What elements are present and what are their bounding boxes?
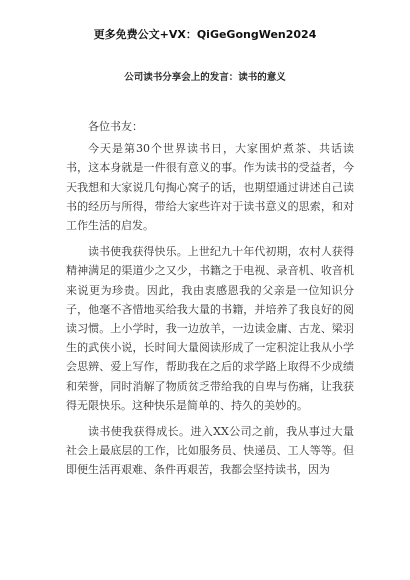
salutation: 各位书友：	[88, 120, 143, 133]
document-title: 公司读书分享会上的发言：读书的意义	[124, 72, 286, 83]
document-header: 更多免费公文+VX：QiGeGongWen2024	[93, 28, 317, 41]
paragraph: 读书使我获得快乐。上世纪九十年代初期，农村人获得精神满足的渠道少之又少，书籍之于电视、录音机、收音机来说更为珍贵。因此，我由衷感恩我的父亲是一位知识分子，他毫不吝惜地买给我大量的书籍，并培养了我良好的阅读习惯。上小学时，我一边放羊，一边读金庸、古龙、梁羽生的武侠小说，长时间大量阅读形成了一定积淀让我从小学会思辨、爱上写作，帮助我在之后的求学路上取得不少成绩和荣誉，同时消解了物质贫乏带给我的自卑与伤痛，让我获得无限快乐。这种快乐是简单的、持久的美妙的。	[66, 245, 354, 412]
document-body	[66, 117, 354, 487]
paragraph: 读书使我获得成长。进入XX公司之前，我从事过大量社会上最底层的工作，比如服务员、快递员、工人等等。但即便生活再艰难、条件再艰苦，我都会坚持读书，因为	[66, 425, 354, 477]
paragraph: 今天是第30个世界读书日，大家围炉煮茶、共话读书，这本身就是一件很有意义的事。作为读书的受益者，今天我想和大家说几句掏心窝子的话，也期望通过讲述自己读书的经历与所得，带给大家些许对于读书意义的思索，和对工作生活的启发。	[66, 142, 354, 233]
